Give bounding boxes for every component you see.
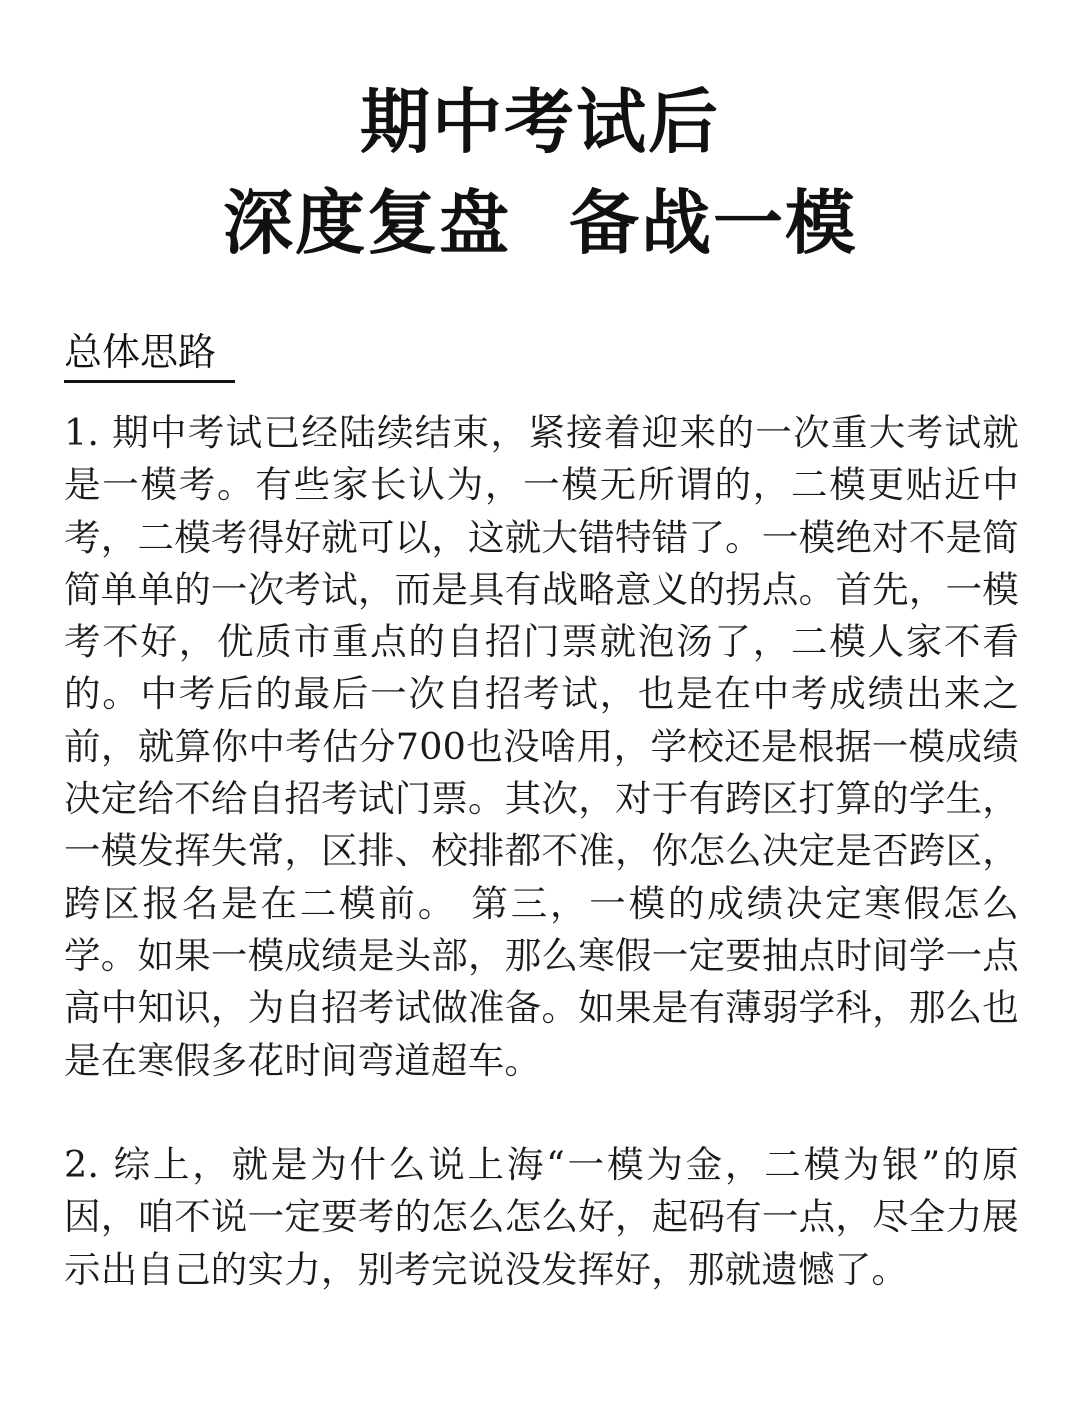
page-title-line-2-part-2: 备战一模: [569, 182, 857, 264]
paragraph-1: 1. 期中考试已经陆续结束，紧接着迎来的一次重大考试就是一模考。有些家长认为，一模无所谓的，二模更贴近中考，二模考得好就可以，这就大错特错了。一模绝对不是简简单单的一次考试，而是具有战略意义的拐点。首先，一模考不好，优质市重点的自招门票就泡汤了，二模人家不看的。中考后的最后一次自招考试，也是在中考成绩出来之前，就算你中考估分700也没啥用，学校还是根据一模成绩决定给不给自招考试门票。其次，对于有跨区打算的学生，一模发挥失常，区排、校排都不准，你怎么决定是否跨区，跨区报名是在二模前。 第三，一模的成绩决定寒假怎么学。如果一模成绩是头部，那么寒假一定要抽点时间学一点高中知识，为自招考试做准备。如果是有薄弱学科，那么也是在寒假多花时间弯道超车。: [64, 411, 1019, 1082]
page-title-line-2: [0, 182, 1080, 264]
page-title-line-2-part-1: 深度复盘: [223, 182, 511, 264]
page-title-line-1: 期中考试后: [360, 81, 720, 163]
section-heading: 总体思路: [64, 330, 217, 374]
paragraph-2: 2. 综上，就是为什么说上海“一模为金，二模为银”的原因，咱不说一定要考的怎么怎么好，起码有一点，尽全力展示出自己的实力，别考完说没发挥好，那就遗憾了。: [64, 1143, 1019, 1291]
section-heading-underline: [64, 380, 235, 383]
